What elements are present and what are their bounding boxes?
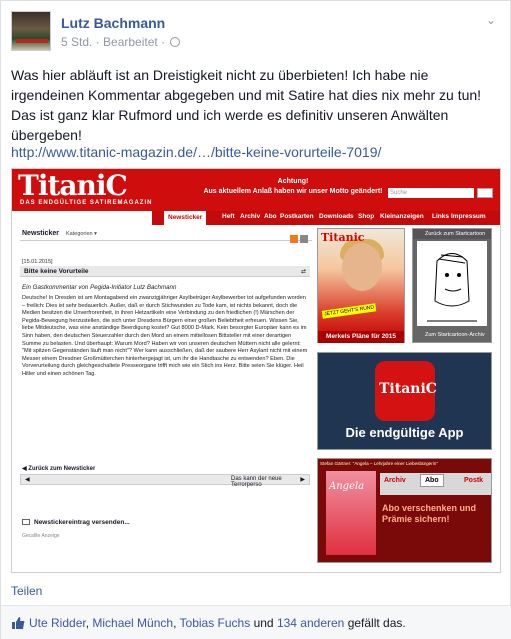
nav-postkarten: Postkarten — [280, 213, 314, 220]
post-header — [11, 11, 501, 53]
post-edited[interactable]: Bearbeitet — [103, 35, 158, 49]
newsticker-article — [20, 229, 312, 569]
categories-dropdown: Kategorien ▾ — [66, 231, 97, 237]
liker-and: und — [250, 616, 277, 630]
thumbs-up-icon[interactable] — [11, 616, 25, 630]
nav-kleinanzeigen: Kleinanzeigen — [380, 213, 424, 220]
liker-1[interactable]: Ute Ridder — [29, 616, 86, 630]
app-text: Die endgültige App — [345, 425, 464, 440]
abo-book-cover — [326, 471, 376, 555]
nav-links: Links — [432, 213, 449, 220]
abo-tabs — [380, 473, 491, 495]
abo-book-name: Angela — [329, 481, 365, 492]
start-cartoon — [412, 228, 492, 343]
nav-heft: Heft — [222, 213, 235, 220]
app-logo: TitaniC — [379, 381, 437, 397]
article-date: [15.01.2015] — [22, 259, 53, 265]
likers-others[interactable]: 134 anderen — [276, 616, 345, 630]
notice-line-2: Aus aktuellem Anlaß haben wir unser Motto geändert! — [203, 188, 383, 195]
newsticker-title: Newsticker — [22, 230, 59, 237]
liker-sep-2: , — [173, 616, 180, 630]
titanic-search-input: Suche — [388, 188, 474, 198]
nav-newsticker: Newsticker — [164, 211, 206, 225]
article-subtitle: Ein Gastkommentar von Pegida-Initiator Lutz Bachmann — [22, 284, 177, 291]
notice-line-1: Achtung! — [277, 178, 309, 185]
titanic-screenshot[interactable] — [11, 168, 501, 573]
titanic-search-button — [477, 188, 493, 198]
cover-badge: JETZT GEHT'S RUND — [322, 303, 377, 318]
liker-2[interactable]: Michael Münch — [92, 616, 174, 630]
cartoon-drawing — [417, 241, 487, 326]
cartoon-image — [417, 241, 487, 326]
titanic-logo-sub: DAS ENDGÜLTIGE SATIREMAGAZIN — [20, 200, 153, 206]
author-name[interactable]: Lutz Bachmann — [61, 15, 166, 31]
cartoon-back-link: Zurück zum Startcartoon — [413, 229, 491, 239]
avatar[interactable] — [11, 11, 51, 51]
titanic-nav — [152, 211, 500, 225]
liker-3[interactable]: Tobias Fuchs — [179, 616, 251, 630]
rss-icon — [290, 235, 298, 243]
abo-tab-archiv: Archiv — [384, 477, 406, 484]
article-body: Deutsche! In Dresden ist am Montagabend ein zwanzigjähriger Asylbetrüger Asylbewerber tot aufgefunden worden – freilich: Dies ist sehr bedauerlich. Außer, daß er durch Stichwunden zu Tode kam, ist nichts bekannt, doch die Medien besitzen die Unverfrorenheit, in ihren Hetzartikeln eine Verbindung zu den friedlichen (!) Märschen der Pegida-Bewegung herzustellen, die sich unter Dresdens Bürgern einer großen Beliebtheit erfreuen. Wissen Sie, liebe Mitdeutsche, was eine anständige Beerdigung kostet? Gut 8000 D-Mark. Kein besorgter Europäer kann es im Sinn haben, den deutschen Steuerzahler durch den Mord an einem mittellosen Bittsteller mit einer derartigen Summe zu belasten. Und überhaupt: Warum Mord? Haben wir von unseren deutschen Müttern nicht alle gelernt: "Mit spitzen Gegenständen läuft man nicht"? Wer kann ausschließen, daß der saubere Herr Asylant nicht mit einem Messer einem Dresdner Großmütterchen hinterhergejagt ist, um ihr die Handtasche zu entwenden? Eben. Die Vorverurteilung durch gleichgeschaltete Presseorgane trifft mich wie ein Stich ins Herz. Bitte seien Sie klüger. Heil Hitler und einen schönen Tag. — [22, 295, 308, 377]
pager-next-title: Das kann der neue Terrorperso — [231, 476, 282, 488]
article-headline: Bitte keine Vorurteile — [24, 268, 89, 275]
cover-logo: Titanic — [321, 231, 365, 244]
send-entry — [22, 519, 130, 526]
pager-prev-icon: ◀ — [25, 477, 30, 483]
article-headline-bar — [20, 266, 310, 277]
app-promo — [317, 352, 492, 450]
app-icon — [375, 361, 435, 421]
post-text: Was hier abläuft ist an Dreistigkeit nicht zu überbieten! Ich habe nie irgendeinen Kommentar abgegeben und mit Satire hat dies nix mehr zu tun! Das ist ganz klar Rufmord und ich werde es definitiv unseren Anwälten übergeben! — [11, 67, 482, 143]
post-time[interactable]: 5 Std. — [61, 35, 93, 49]
nav-shop: Shop — [358, 213, 375, 220]
back-to-newsticker: ◀ Zurück zum Newsticker — [22, 466, 96, 472]
likes-text — [29, 616, 406, 630]
abo-promo — [317, 458, 492, 563]
ad-note: Gecallte Anzeige — [22, 533, 60, 539]
cover-face — [342, 243, 382, 291]
nav-archiv: Archiv — [240, 213, 261, 220]
magazine-cover — [317, 228, 405, 343]
newsticker-bar — [20, 229, 312, 241]
likes-row — [1, 606, 511, 639]
titanic-header — [12, 169, 500, 211]
titanic-logo: TitaniC — [18, 169, 127, 202]
nav-abo: Abo — [264, 213, 277, 220]
pager-next-icon: ▶ — [300, 477, 305, 483]
nav-impressum: Impressum — [451, 213, 486, 220]
newsticker-icons — [288, 230, 310, 238]
globe-icon[interactable] — [170, 37, 180, 47]
abo-tab-abo: Abo — [420, 474, 444, 487]
cartoon-archive-link: Zum Startcartoon-Archiv — [425, 332, 485, 338]
titanic-notice — [178, 177, 408, 197]
liker-sep-1: , — [85, 616, 93, 630]
abo-tab-postkarten: Postk — [464, 477, 484, 484]
envelope-icon — [22, 519, 30, 525]
article-pager — [20, 474, 310, 488]
nav-downloads: Downloads — [319, 213, 354, 220]
likes-suffix: gefällt das. — [347, 616, 406, 630]
post-meta: 5 Std. · Bearbeitet · — [61, 35, 180, 49]
cover-caption: Merkels Pläne für 2015 — [318, 331, 404, 343]
share-icon: ⇄ — [300, 269, 306, 275]
share-link[interactable]: Teilen — [11, 584, 43, 598]
abo-book-title: Stefan Gärtner: "Angela – Lehrjahre einer Liebesbürgerin" — [320, 461, 438, 466]
chevron-down-icon[interactable]: ⌄ — [485, 13, 497, 27]
abo-text: Abo verschenken und Prämie sichern! — [382, 503, 477, 524]
send-entry-label: Newstickereintrag versenden... — [34, 519, 130, 526]
print-icon — [300, 235, 308, 243]
post-link[interactable]: http://www.titanic-magazin.de/…/bitte-keine-vorurteile-7019/ — [11, 144, 382, 160]
